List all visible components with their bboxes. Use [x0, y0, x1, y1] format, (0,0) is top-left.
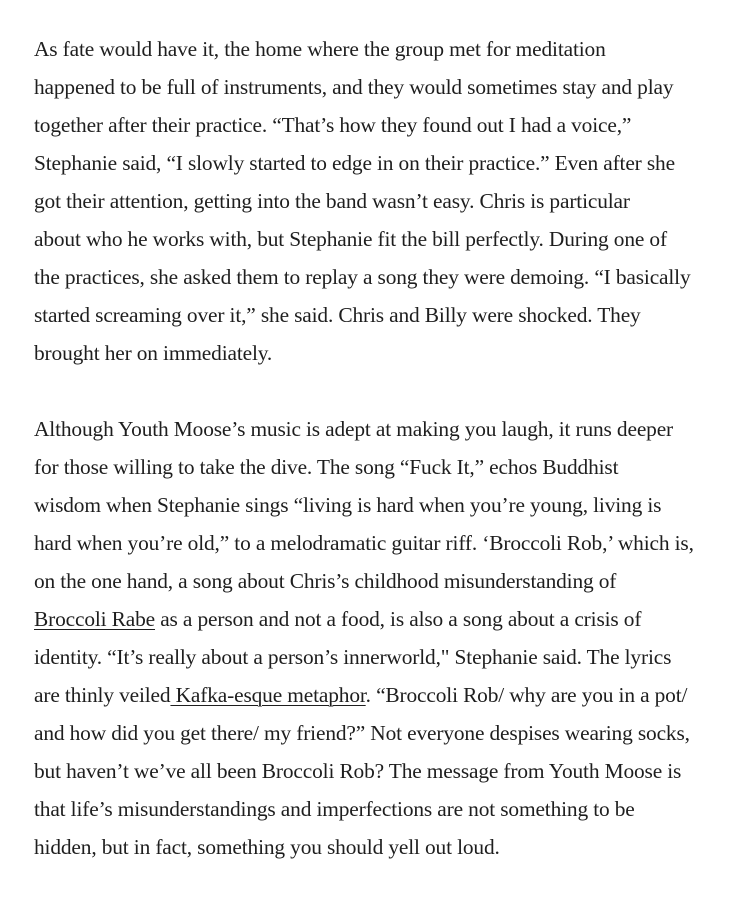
text-line: on the one hand, a song about Chris’s childhood misunderstanding of — [34, 569, 617, 593]
text-fragment: are thinly veiled — [34, 683, 171, 707]
text-line: hidden, but in fact, something you should yell out loud. — [34, 835, 500, 859]
text-line: that life’s misunderstandings and imperfections are not something to be — [34, 797, 635, 821]
text-line: hard when you’re old,” to a melodramatic guitar riff. ‘Broccoli Rob,’ which is, — [34, 531, 694, 555]
paragraph-music-meaning — [34, 410, 734, 866]
paragraph-band-origin — [34, 30, 734, 372]
text-line: started screaming over it,” she said. Chris and Billy were shocked. They — [34, 303, 641, 327]
text-line: Although Youth Moose’s music is adept at making you laugh, it runs deeper — [34, 417, 674, 441]
kafka-esque-metaphor-link[interactable]: Kafka-esque metaphor — [170, 683, 366, 707]
text-fragment: . “Broccoli Rob/ why are you in a pot/ — [365, 683, 688, 707]
text-line: identity. “It’s really about a person’s innerworld," Stephanie said. The lyrics — [34, 645, 672, 669]
text-line: brought her on immediately. — [34, 341, 273, 365]
text-line: got their attention, getting into the band wasn’t easy. Chris is particular — [34, 189, 630, 213]
text-line: the practices, she asked them to replay a song they were demoing. “I basically — [34, 265, 691, 289]
broccoli-rabe-link[interactable]: Broccoli Rabe — [34, 607, 156, 631]
text-fragment: as a person and not a food, is also a song about a crisis of — [155, 607, 642, 631]
text-line: about who he works with, but Stephanie fit the bill perfectly. During one of — [34, 227, 667, 251]
text-line: and how did you get there/ my friend?” Not everyone despises wearing socks, — [34, 721, 690, 745]
text-line: As fate would have it, the home where the group met for meditation — [34, 37, 606, 61]
text-line — [34, 676, 734, 714]
text-line: but haven’t we’ve all been Broccoli Rob? The message from Youth Moose is — [34, 759, 682, 783]
text-line — [34, 600, 734, 638]
text-line: happened to be full of instruments, and they would sometimes stay and play — [34, 75, 674, 99]
text-line: together after their practice. “That’s how they found out I had a voice,” — [34, 113, 632, 137]
text-line: wisdom when Stephanie sings “living is hard when you’re young, living is — [34, 493, 662, 517]
article-body — [34, 30, 734, 866]
text-line: for those willing to take the dive. The song “Fuck It,” echos Buddhist — [34, 455, 619, 479]
text-line: Stephanie said, “I slowly started to edge in on their practice.” Even after she — [34, 151, 675, 175]
